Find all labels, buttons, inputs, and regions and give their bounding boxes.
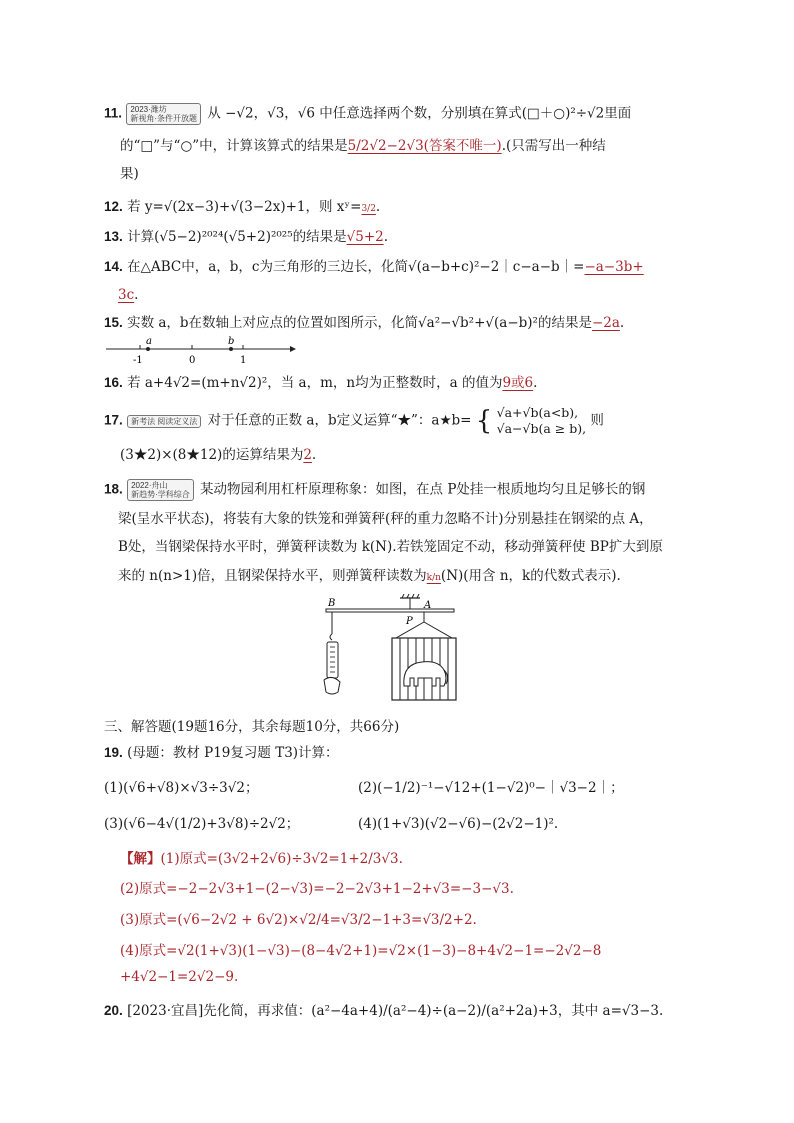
scale-hook <box>330 634 332 640</box>
q19-solution2: (2)原式=−2−2√3+1−(2−√3)=−2−2√3+1−2+√3=−3−√3. <box>120 881 514 897</box>
q11-line1 <box>104 103 631 125</box>
q18-answer: k/n <box>426 573 441 583</box>
label-A: A <box>424 600 432 611</box>
q19-solution1: (1)原式=(3√2+2√6)÷3√2=1+2/3√3. <box>160 851 403 867</box>
q16-text: 若 a+4√2=(m+n√2)²，当 a，m，n均为正整数时，a 的值为 <box>127 375 503 391</box>
q17-line2 <box>120 445 316 465</box>
q11-source-tag <box>126 103 201 125</box>
hand <box>324 677 340 694</box>
q20-number: 20. <box>104 1003 123 1018</box>
q19-p3 <box>104 814 299 834</box>
q11-line2 <box>120 136 606 156</box>
q14-line1 <box>104 257 644 277</box>
label-B: B <box>328 598 336 609</box>
q18-text4b: (N)(用含 n，k的代数式表示). <box>440 568 621 584</box>
number-line-arrow <box>290 346 296 352</box>
point-a <box>146 347 150 351</box>
q17-number: 17. <box>104 412 123 428</box>
q19-sol2 <box>120 879 514 899</box>
q11-text1: 从 −√2，√3，√6 中任意选择两个数，分别填在算式(□＋○)²÷√2里面 <box>207 105 632 122</box>
q12-number: 12. <box>104 199 123 214</box>
q19-part1: (1)(√6+√8)×√3÷3√2； <box>104 780 259 796</box>
q19-p2 <box>358 778 624 798</box>
q19-p1 <box>104 778 258 798</box>
q16 <box>104 373 537 393</box>
q17-text: 对于任意的正数 a，b定义运算“★”：a★b= <box>207 412 472 429</box>
q18-number: 18. <box>104 481 123 497</box>
q18-text4a: 来的 n(n>1)倍，且钢梁保持水平，则弹簧秤读数为 <box>118 568 427 584</box>
q12-end: . <box>375 199 381 215</box>
label-neg1: -1 <box>133 355 143 366</box>
q20-text: [2023·宜昌]先化简，再求值：(a²−4a+4)/(a²−4)÷(a−2)/(a²+2a)+3，其中 a=√3−3. <box>127 1003 664 1019</box>
q13-answer: √5+2 <box>346 229 384 245</box>
q18-line3 <box>118 537 663 557</box>
q13-text: 计算(√5−2)²⁰²⁴(√5+2)²⁰²⁵的结果是 <box>127 229 347 245</box>
q11-text2: 的“□”与“○”中，计算该算式的结果是 <box>120 138 348 154</box>
q13 <box>104 227 388 247</box>
q18-tag-text: 2022·舟山 <box>131 481 168 490</box>
q19-sol4b <box>120 967 238 987</box>
q16-end: . <box>533 375 538 391</box>
q17-source-tag: 新考法 阅读定义法 <box>127 415 201 428</box>
q19-text: (母题：教材 P19复习题 T3)计算： <box>127 745 339 761</box>
q13-end: . <box>383 229 389 245</box>
q17-cases <box>497 405 586 437</box>
q15 <box>104 313 624 333</box>
q15-number: 15. <box>104 315 123 330</box>
q12 <box>104 197 380 219</box>
q19-part2: (2)(−1/2)⁻¹−√12+(1−√2)⁰−｜√3−2｜； <box>358 780 624 796</box>
q14-end: . <box>134 287 139 303</box>
q13-number: 13. <box>104 229 123 244</box>
q15-text: 实数 a，b在数轴上对应点的位置如图所示，化简√a²−√b²+√(a−b)²的结果是 <box>127 315 592 331</box>
steel-beam <box>326 609 454 612</box>
label-P: P <box>406 616 413 627</box>
q11-number: 11. <box>104 105 123 121</box>
q20 <box>104 1001 663 1021</box>
q19-solution3: (3)原式=(√6−2√2 + 6√2)×√2/4=√3/2−1+3=√3/2+2. <box>120 912 477 928</box>
q18-line1 <box>104 479 645 501</box>
q19-sol3 <box>120 910 477 930</box>
q18-text1: 某动物园利用杠杆原理称象：如图，在点 P处挂一根质地均匀且足够长的钢 <box>200 481 646 498</box>
q18-tag-text2: 新趋势·学科综合 <box>131 490 190 499</box>
q11-text3: 果) <box>120 166 139 182</box>
label-0: 0 <box>189 355 196 366</box>
q11-answer: 5/2√2−2√3(答案不唯一) <box>347 138 502 154</box>
q14-answer1: −a−3b+ <box>584 259 644 275</box>
q15-answer: −2a <box>591 315 620 331</box>
q17-case1: √a+√b(a<b), <box>496 405 579 420</box>
q18-line2 <box>118 509 653 529</box>
q17-brace: { <box>475 406 493 436</box>
label-b: b <box>228 336 235 347</box>
q12-answer: 3/2 <box>361 204 376 214</box>
q17-end: . <box>311 447 317 463</box>
label-1: 1 <box>240 355 247 366</box>
q18-figure <box>318 594 468 706</box>
q19-number: 19. <box>104 745 123 760</box>
section3-heading <box>104 717 399 737</box>
q11-tag-text: 2023·潍坊 <box>130 105 167 114</box>
q18-text3: B处，当钢梁保持水平时，弹簧秤读数为 k(N).若铁笼固定不动，移动弹簧秤使 BP扩大到原 <box>118 539 663 555</box>
q18-text2: 梁(呈水平状态)，将装有大象的铁笼和弹簧秤(秤的重力忽略不计)分别悬挂在钢梁的点 A， <box>118 511 653 527</box>
q19-part4: (4)(1+√3)(√2−√6)−(2√2−1)². <box>358 816 559 832</box>
q16-number: 16. <box>104 375 123 390</box>
q12-text: 若 y=√(2x−3)+√(3−2x)+1，则 xʸ= <box>127 199 362 215</box>
q19-solution4b: +4√2−1=2√2−9. <box>120 969 239 985</box>
q17-then: 则 <box>590 412 604 429</box>
q18-source-tag <box>127 479 194 501</box>
q19-sol-label: 【解】 <box>120 851 161 867</box>
q11-tag-text2: 新视角·条件开放题 <box>130 114 197 123</box>
q11-text2b: .(只需写出一种结 <box>501 138 606 154</box>
q16-answer: 9或6 <box>502 375 534 391</box>
label-a: a <box>146 336 152 347</box>
q19-part3: (3)(√6−4√(1/2)+3√8)÷2√2； <box>104 816 300 832</box>
q19-sol4a <box>120 941 601 961</box>
section3-text: 三、解答题(19题16分，其余每题10分，共66分) <box>104 719 400 735</box>
q15-end: . <box>619 315 625 331</box>
q17-case2: √a−√b(a ≥ b), <box>496 421 587 436</box>
q19-intro <box>104 743 339 763</box>
q17-text2: (3★2)×(8★12)的运算结果为 <box>120 447 304 463</box>
q19-solution4a: (4)原式=√2(1+√3)(1−√3)−(8−4√2+1)=√2×(1−3)−8+4√2−1=−2√2−8 <box>120 943 602 959</box>
q17-line1 <box>104 405 604 437</box>
q17-answer: 2 <box>303 447 312 463</box>
q15-number-line <box>100 334 300 366</box>
q11-line3 <box>120 164 139 184</box>
q14-answer2: 3c <box>118 287 135 303</box>
q19-sol1 <box>120 849 403 869</box>
q14-line2 <box>118 285 138 305</box>
point-b <box>229 347 233 351</box>
q14-number: 14. <box>104 259 123 274</box>
q19-p4 <box>358 814 558 834</box>
cage-rope-right <box>424 622 452 638</box>
q14-text: 在△ABC中，a，b，c为三角形的三边长，化简√(a−b+c)²−2｜c−a−b｜= <box>127 259 585 275</box>
q18-line4 <box>118 566 621 588</box>
